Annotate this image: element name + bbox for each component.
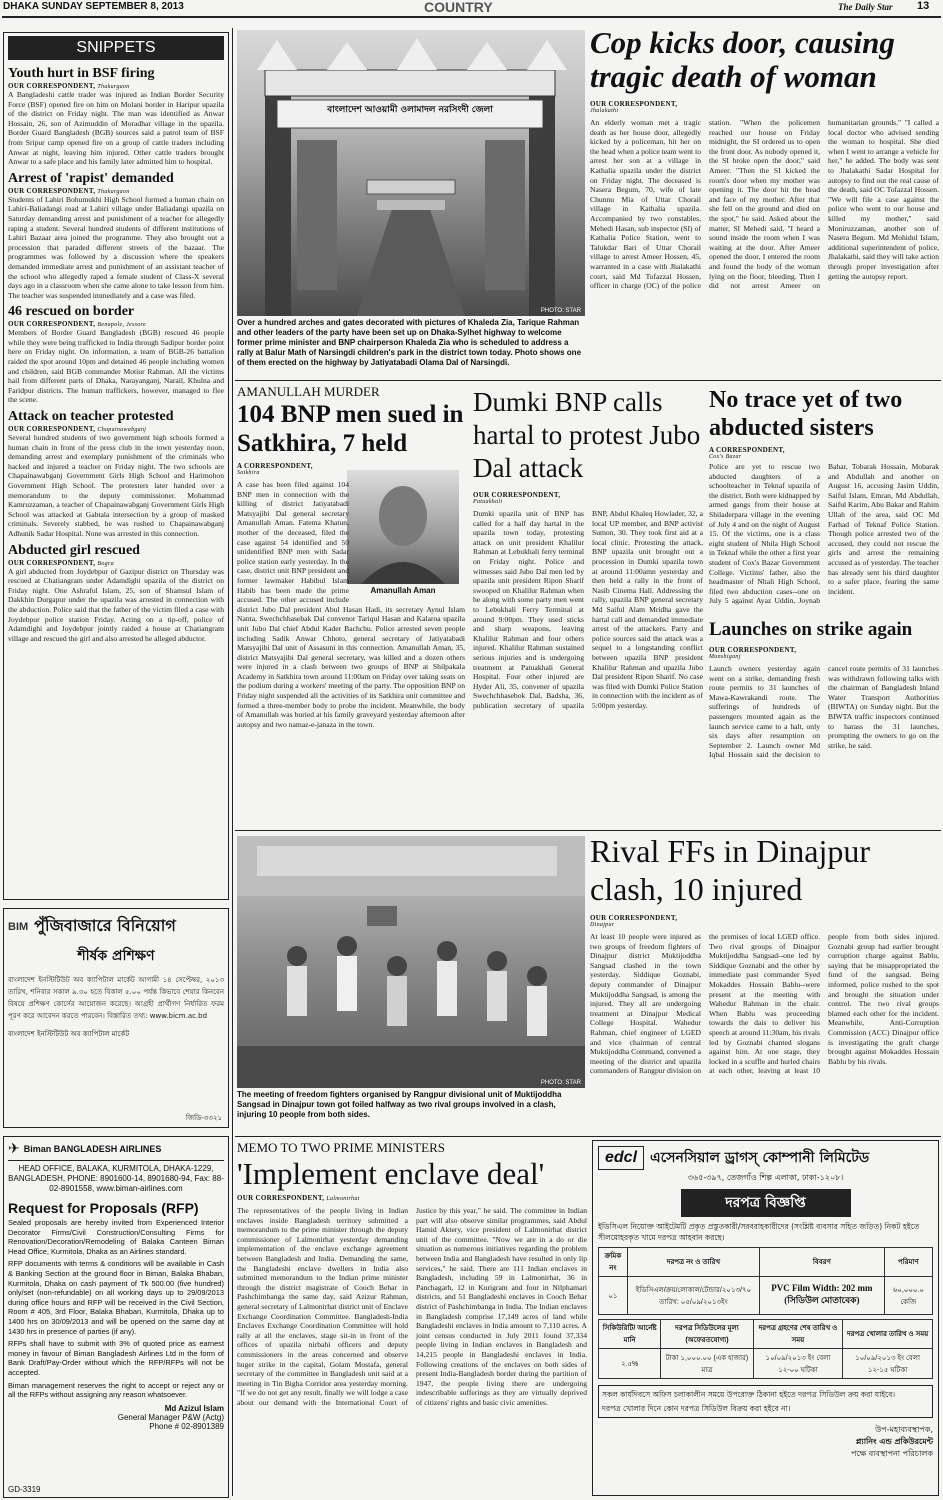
- table-cell: ০১: [599, 1277, 628, 1315]
- enclave-headline: 'Implement enclave deal': [237, 1156, 545, 1191]
- dumki-story: [473, 386, 703, 826]
- table-cell: ১০/০৯/২০১৩ ইং বেলা ১২-১৫ ঘটিকা: [843, 1349, 933, 1379]
- cop-story: [590, 26, 939, 376]
- table-header: সিকিউরিটি/ আর্নেষ্ট মানি: [599, 1320, 661, 1349]
- edcl-signer: প্ল্যানিং এন্ড প্রকিউরমেন্ট: [855, 1437, 933, 1446]
- biman-signer: Md Azizul Islam: [164, 1403, 224, 1413]
- enclave-body: The representatives of the people living in Indian enclaves inside Bangladesh territory submitted a memorandum to the prime minister through the deputy commissioner of Lalmonirhat yesterday demanding implementation of the enclave exchange agreement between Bangladesh and India. Demanding the same, the Bangladeshi enclave dwellers in India also submitted memorandum to the Indian prime minister through the district magistrate of Cooch Behar in Pashchimbanga the same day, said Azizur Rahman, general secretary of Lalmonirhat district unit of Enclave Exchange Coordination Committee. Bangladesh-India Enclaves Exchange Coordination Committee will hold rally at all the enclaves, stage sit-in in front of the offices of upazila nirbahi officers and deputy commissioners in the areas concerned and observe huger strike in the capital, Golam Mostafa, general secretary of the committee in Bangladesh unit said at a meeting in Tin Bigha Corridor area yesterday morning. "If we do not get any result, finally we will lodge a case about our demand with the International Court of Justice by this year," he said. The committee in Indian part will also observe similar programmes, said Abdul Hamid Aktery, vice president of Lalmonirhat district unit of the committee. "Now we are in a do or die situation as numerous initiatives regarding the problem between India and Bangladesh have resulted in only lip services," he said. There are 111 Indian enclaves in Bangladesh, including 59 in Lalmonirhat, 36 in Panchagarh, 12 in Kurigram and four in Nilphamari districts, and 51 Bangladeshi enclaves in Cooch Behar district of Pashchimbanga in India. The Indian enclaves in Bangladesh comprise 17,149 acres of land while Bangladeshi enclaves in India amount to 7,110 acres. A joint census conducted in July 2011 found 37,334 people living in Indian enclaves in Bangladesh and 14,215 people in Bangladeshi enclaves in India. Following creations of the enclaves on both sides of present India-Bangladesh border during the partition of 1947, the people living there are undergoing indescribable sufferings as they are virtually deprived of citizens' rights and basic civic amenities.: [237, 1206, 587, 1407]
- masthead: The Daily Star: [838, 2, 893, 12]
- snippet-byline: OUR CORRESPONDENT, Benapole, Jessore: [8, 320, 146, 329]
- table-header: দরপত্র সিডিউলের মূল্য (অফেরতযোগ্য): [661, 1320, 753, 1349]
- table-cell: PVC Film Width: 202 mm (সিডিউল মোতাবেক): [760, 1277, 885, 1315]
- cop-byline: OUR CORRESPONDENT, Jhalakathi: [590, 100, 678, 114]
- bim-ad: [3, 908, 229, 1128]
- snippet-headline: 46 rescued on border: [8, 304, 135, 320]
- biman-rule: [8, 1160, 224, 1161]
- snippet-byline: OUR CORRESPONDENT, Bogra: [8, 558, 114, 567]
- header-rule: [2, 16, 941, 18]
- enclave-story: [237, 1140, 587, 1498]
- table-header: দরপত্র খোলার তারিখ ও সময়: [843, 1320, 933, 1349]
- snippet-body: Several hundred students of two government high schools formed a human chain in front of the press club in the town yesterday noon, demanding arrest and exemplary punishment of the criminals who hacked and injured a teacher on Friday night. The two schools are Chapainawabganj Government Girls High School and Harimohon Government High School. The protesters later handed over a memorandum to the deputy commissioner. Mohammad Kamruzzaman, a teacher of Chapainawabganj Government Girls High School was attacked at Gabtala intersection by a group of masked criminals. Severely stabbed, he was rushed to Chapainawabganj Adhunik Sadar Hospital. None was arrested in this connection.: [8, 433, 224, 538]
- table-header: ক্রমিক নং: [599, 1248, 628, 1277]
- snippet-headline: Arrest of 'rapist' demanded: [8, 170, 174, 186]
- dumki-headline: Dumki BNP calls hartal to protest Jubo Dal attack: [473, 387, 701, 483]
- table-header: পরিমাণ: [884, 1248, 932, 1277]
- table-header: দরপত্র নং ও তারিখ: [627, 1248, 759, 1277]
- enclave-byline: OUR CORRESPONDENT, Lalmonirhat: [237, 1194, 360, 1202]
- snippet-byline: OUR CORRESPONDENT, Thakurgaon: [8, 186, 130, 195]
- table-header: দরপত্র গ্রহণের শেষ তারিখ ও সময়: [753, 1320, 843, 1349]
- plane-icon: ✈: [8, 1141, 20, 1157]
- sisters-headline: No trace yet of two abducted sisters: [709, 387, 903, 441]
- section-rule: [235, 830, 941, 831]
- snippet-body: Members of Border Guard Bangladesh (BGB) rescued 46 people while they were being trafficked to India through Sadipur border point here on Friday night. On information, a team of BGB-26 battalion raided the spot around 10pm and detained 46 people including women and children, said BGB commander Motiur Rahman. All the victims hail from different parts of Dhaka, Narayanganj, Narail, Khulna and Faridpur districts. The human traffickers, however, managed to flee the scene.: [8, 328, 224, 405]
- edcl-note: সকল কার্যদিবসে অফিস চলাকালীন সময়ে উপরোক্ত ঠিকানা হইতে দরপত্র সিডিউল ক্রয় করা যাইবে।: [602, 1390, 896, 1399]
- snippets-box: [3, 32, 229, 900]
- sisters-body: Police are yet to rescue two abducted daughters of a schoolteacher in Teknaf upazila of the district. Both were kidnapped by armed gangs from their house at Shiladerpara village in the evening of July 4 and on the night of August 15. Of the victims, one is a class eight student of Nhila High School in Teknaf while the other a first year student of Cox's Bazar Government College. Victims' father, also the headmaster of Nhali High School, filed two abduction cases--one on July 5 against Ayaz Uddin, Joynab Bahar, Tobarak Hossain, Mobarak and Abdullah and another on August 16, accusing Jasim Uddin, Saiful Islam, Emran, Md Abdullah, Saiful Karim, Abu Bakar and Rahim Ullah of the area, said OC Md Farhad of Teknaf Police Station. Though police arrested two of the accused, they could not rescue the girls and arrest the remaining accused as of yesterday. The teacher has already sent his third daughter to a safer place, fearing the same incident.: [709, 462, 939, 606]
- launches-story: [709, 620, 939, 828]
- launches-byline: OUR CORRESPONDENT, Munshiganj: [709, 645, 797, 660]
- cop-body: An elderly woman met a tragic death as her house door, allegedly kicked by a policeman, hit her on the head when a police team went to arrest her son at a village in Kathalia upazila under the district on Friday night. The deceased is Nasera Begum, 70, wife of late Chunnu Mia of Uttar Chorail village in Kathalia upazila. Accompanied by two constables, Mehedi Hasan, sub inspector (SI) of Kathalia Police Station, went to Talukdar Bari of Uttar Chorail village to arrest Ameer Hossen, 45, warranted in a case with Jhalakathi court, said Md Tofazzal Hossen, officer in charge (OC) of the police station. "When the policemen reached our house on Friday midnight, the SI ordered us to open the front door. As nobody opened it, the SI broke open the door," said Ameer. "Then the SI kicked the room's door when my mother was opening it. The door hit the head and face of my mother. After that she fell on the ground and died on the spot," he said. Asked about the matter, SI Mehedi said, "I heard a sound inside the room when I was waiting at the door. After Ameer opened the door, I entered the room and found the body of the woman lying on the floor, bleeding. Then I did not arrest Ameer on humanitarian grounds." "I called a local doctor who advised sending the woman to hospital. She died when I went to arrange a vehicle for her," he added. The body was sent to Jhalakathi Sadar Hospital for autopsy to find out the real cause of the death, said OC Tofazzal Hossen. "We will file a case against the police who went to our house and killed my mother," said Moniruzzaman, another son of Nasera Begum. Md Mohidul Islam, additional superintendent of police, Jhalakathi, said they will take action through proper investigation after getting the autopsy report.: [590, 118, 939, 291]
- gate-banner-text: বাংলাদেশ আওয়ামী ওলামাদল নরসিংদী জেলা: [327, 105, 493, 115]
- portrait-caption: Amanullah Aman: [370, 586, 436, 595]
- rival-byline: OUR CORRESPONDENT, Dinajpur: [590, 914, 678, 928]
- biman-signer-title: General Manager P&W (Actg): [117, 1412, 224, 1422]
- bim-code: জিডি-৩৩২১: [185, 1114, 222, 1122]
- edcl-intro: ইডিসিএল নিয়োক্ত আইটেমটি প্রকৃত প্রস্তুতকারী/সরবরাহকারীদের (সংশ্লিষ্ট ব্যবসার সহিত জড়িত) নিকট হইতে সীলমোহরকৃত খামে দরপত্র আহবান করছে।: [598, 1222, 920, 1242]
- edcl-company: এসেনসিয়াল ড্রাগস্ কোম্পানী লিমিটেড: [650, 1150, 870, 1166]
- snippet-byline: OUR CORRESPONDENT, Thakurgaon: [8, 82, 130, 90]
- clash-illustration: [237, 836, 585, 1088]
- launches-body: Launch owners yesterday again went on a strike, demanding fresh route permits to 31 launches of Mawa-Kawrakandi route. The sufferings of hundreds of passengers mounted again as the launch service came to a halt, only six days after resumption on September 2. Launch owner Md Iqbal Hossain said the decision to cancel route permits of 31 launches was withdrawn following talks with the chairman of Bangladesh Inland Water Transport Authorities (BIWTA) on Sunday night. But the BIWTA traffic inspectors continued to harass the 31 launches, prompting the owners to go on the strike, he said.: [709, 663, 939, 760]
- rival-story: [590, 832, 939, 1132]
- clash-photo: [237, 836, 585, 1088]
- snippet-byline: OUR CORRESPONDENT, Chapainawabganj: [8, 425, 147, 434]
- biman-address: HEAD OFFICE, BALAKA, KURMITOLA, DHAKA-1229, BANGLADESH, PHONE: 8901600-14, 8901680-94, Fax: 88-02-8901558, www.biman-airlines.com: [8, 1164, 224, 1193]
- bnp-headline: 104 BNP men sued in Satkhira, 7 held: [237, 401, 464, 457]
- rival-body: At least 10 people were injured as two groups of freedom fighters of Dinajpur district Muktijoddha Sangsad clashed in the town yesterday. Siddique Goznabi, deputy commander of Dinajpur Muktijoddha Sangsad, is among the injured. They all are undergoing treatment at Dinajpur Medical College Hospital. Wahedur Rahman, chief engineer of LGED and vice chairman of central Muktijoddha Command, convened a meeting of the district and upazila commanders of Rangpur division on the premises of local LGED office. Two rival groups of Dinajpur Muktijoddha Sangsad--one led by Siddique Goznabi and the other by immediate past commander Syed Mokaddes Hossain Bablu--were present at the meeting with Wahedur Rahman in the chair. When Bablu was proceeding towards the dais to deliver his speech at around 11:30am, his rivals led by Goznabi chanted slogans against him. At one stage, they locked in a scuffle and hurled chairs at each other, leaving at least 10 people from both sides injured. Goznabi group had earlier brought corruption charge against Bablu, saying that he misappropriated the fund of the sangsad. Being informed, police rushed to the spot and brought the situation under control. The two rival groups blamed each other for the incident. Meanwhile, Anti-Corruption Commission (ACC) Dinajpur office is investigating the graft charge brought against Mokaddes Hossain Bablu by his rivals.: [590, 932, 939, 1076]
- table-cell: ৬০,০০০.০ কেজি: [884, 1277, 932, 1315]
- biman-ad: [3, 1136, 229, 1498]
- page-header: [0, 0, 943, 16]
- edcl-logo: edcl: [598, 1146, 644, 1170]
- edcl-signer: উপ-মহাব্যবস্থাপক,: [875, 1425, 933, 1434]
- essential-drugs-ad: [592, 1140, 939, 1496]
- biman-body: Sealed proposals are hereby invited from Experienced Interior Decorator Firms/Civil Construction/Consulting Firms for Renovation/Decoration/Remodeling of Balaka Canteen Biman Head Office, Kurmitola, Dhaka as an Airlines standard. RFP documents with terms & conditions will be available in Cash & Banking Section at the ground floor in Biman, Balaka Bhaban, Kurmitola, Dhaka on cash payment of Tk 500.00 (five hundred) only/set (non-refundable) on all working days up to 29/09/2013 during office hours and RFP will be received in the Civil Section, Room # 405, 3rd Floor, Balaka Bhaban, Kurmitola, Dhaka up to 1400 hrs on 30/09/2013 and will be opened on the same day at 1430 hrs in presence of parties (if any). RFPs shall have to submit with 3% of quoted price as earnest money in favour of Biman Bangladesh Airlines Ltd in the form of Bank Draft/Pay-Order without which the RFP/RFPs will not be accepted. Biman management reserves the right to accept or reject any or all the RFPs without assigning any reason whatsoever.: [8, 1218, 224, 1400]
- dumki-body: Dumki upazila unit of BNP has called for a half day hartal in the upazila town today, protesting attack on unit president Khalilur Rahman at Lebukhali ferry terminal on Friday night. Police and witnesses said Jubo Dal men led by upazila unit president Ripon Sharif swooped on Khalilur Rahman when he along with some party men went to Lebukhali Ferry Terminal at around 9:00pm. They used sticks and sharp weapons, leaving Khalilur Rahman and four others injured. Khalilur Rahman sustained serious injuries and is undergoing treatment at Patuakhali General Hospital. Four other injured are Hyder Ali, 35, convener of upazila Swechchhasebok Dal, Badsha, 36, publication secretary of upazila BNP, Abdul Khaleq Howlader, 32, a local UP member, and BNP activist Sumon, 30. They took first aid at a local clinic. Protesting the attack, BNP upazila unit brought out a procession in Dumki upazila town at around 11:00amn yesterday and then held a rally in the front of Nasib Cinema Hall. Addressing the rally, upazila BNP general secretary Md Saiful Alam Mridha gave the hartal call and demanded immediate arrest of the attackers. Party and police sources said the attack was a sequel to a longstanding conflict between upazila BNP president Khalilur Rahman and upazila Jubo Dal president Ripon Sharif. No case was filed with Dumki Police Station in connection with the incident as of 5:00pm yesterday.: [473, 509, 703, 710]
- snippet-headline: Abducted girl rescued: [8, 542, 140, 558]
- bnp-body: A case has been filed against 104 BNP men in connection with the killing of district Jatiyatabadi Matsyajibi Dal general secretary Amanullah Aman. Fatema Khatun, mother of the deceased, filed the case against 54 identified and 50 unidentified BNP men with Sadar police station early yesterday. In the case, district unit BNP president and former lawmaker Habibul Islam Habib has been made the prime accused. The other accused include district Jubo Dal president Abul Hasan Hadi, its secretary Aynul Islam Nanta, Swechchhasebak Dal convenor Tariqul Hasan and Kalaroa upazila unit Jubo Dal chief Abdul Kader Bachchu. Police arrested seven people including Sadik Anwar Chhoto, general secretary of Jatiyatabadi Matsyajibi Dal unit of Assasuni in this connection. Amanullah Aman, 35, district Matsyajibi Dal general secretary, was killed and a dozen others were injured in a clash between two groups of BNP at Shilpakala Academy in Satkhira town around 11:00am on Friday over taking seats on the podium during a workers' meeting of the party. The opposition BNP on Friday night suspended all the activities of its Satkhira unit committee and formed a three-member body to probe the incident. Meanwhile, the body of Amanullah was buried at his family graveyard yesterday afternoon after autopsy and two namaz-e-janaza in the town.: [237, 480, 465, 729]
- snippet-body: A girl abducted from Joydebpur of Gazipur district on Thursday was rescued at Chatiangram under Adamdighi upazila of the district on Friday night. One Ashraful Islam, 25, son of Shamsul Islam of Dakkhin Durgapur under the upazila was arrested in connection with the abduction. Police said that the father of the victim filed a case with Joydebpur police station Friday. Acting on a tip-off, police of Adamdighi and Joydebpur jointly raided a house at Chatiangram village and rescued the girl and also arrested he alleged abductor.: [8, 566, 224, 643]
- snippet-headline: Youth hurt in BSF firing: [8, 66, 155, 81]
- section-rule: [235, 1136, 941, 1137]
- edcl-terms-table: [598, 1319, 933, 1379]
- bim-logo: BIM: [8, 920, 29, 933]
- column-rule: [232, 28, 233, 1496]
- biman-phone: Phone # 02-8901389: [149, 1421, 224, 1431]
- dumki-byline: OUR CORRESPONDENT, Patuakhali: [473, 491, 561, 505]
- section-rule: [235, 380, 941, 381]
- bim-footer: বাংলাদেশ ইনস্টিটিউট অব ক্যাপিটাল মার্কেট: [8, 1030, 130, 1038]
- bim-title: পুঁজিবাজারে বিনিয়োগ: [34, 916, 176, 935]
- biman-brand: Biman BANGLADESH AIRLINES: [23, 1144, 162, 1154]
- enclave-kicker: MEMO TO TWO PRIME MINISTERS: [237, 1140, 446, 1155]
- page-number: 13: [917, 0, 930, 12]
- edcl-tender-table: [598, 1247, 933, 1315]
- bnp-sued-story: [237, 384, 465, 824]
- edcl-signer: পক্ষে ব্যবস্থাপনা পরিচালক: [851, 1449, 933, 1458]
- edcl-note: দরপত্র খোলার দিনে কোন দরপত্র সিডিউল বিক্রয় করা হইবে না।: [602, 1404, 791, 1413]
- edcl-address: ৩৬৫-৩৯৭, তেজগাঁও শিল্প এলাকা, ঢাকা-১২০৮।: [687, 1173, 844, 1182]
- table-cell: টাকা ১,০০০.০০ (এক হাজার) মাত্র: [661, 1349, 753, 1379]
- gate-photo: [237, 30, 585, 316]
- edcl-notice-title: দরপত্র বিজ্ঞপ্তি: [681, 1189, 851, 1217]
- bnp-kicker: AMANULLAH MURDER: [237, 384, 380, 399]
- sisters-byline: A CORRESPONDENT, Cox's Bazar: [709, 446, 785, 460]
- section-title: COUNTRY: [424, 0, 493, 15]
- sisters-story: [709, 386, 939, 618]
- biman-title: Request for Proposals (RFP): [8, 1200, 199, 1216]
- bim-body: বাংলাদেশ ইনস্টিটিউট অব ক্যাপিটাল মার্কেট আগামী ১৪ সেপ্টেম্বর, ২০১৩ তারিখ, শনিবার সকাল ৯.৩০ হতে বিকাল ৫.০০ পর্যন্ত কিভাবে শেয়ার কিনবেন বিষয়ে প্রশিক্ষণ কোর্সের আয়োজন করেছে। আগ্রহী প্রার্থীগণ নির্ধারিত ফরম পূরণ করে আবেদন করতে পারবেন। বিস্তারিত তথ্য: www.bicm.ac.bd: [8, 976, 224, 1020]
- biman-code: GD-3319: [8, 1485, 41, 1494]
- gate-photo-caption: Over a hundred arches and gates decorated with pictures of Khaleda Zia, Tarique Rahman and other leaders of the party have been set up on Dhaka-Sylhet highway to welcome former prime minister and BNP chairperson Khaleda Zia who is scheduled to address a rally at Balur Math of Narsingdi children's park in the district town today. Photo shows one of them erected on the highway by Jatiyatabadi Olama Dal of Narsingdi.: [237, 318, 582, 367]
- bnp-byline: A CORRESPONDENT, Satkhira: [237, 462, 313, 476]
- bim-subtitle: শীর্ষক প্রশিক্ষণ: [77, 948, 155, 964]
- snippet-headline: Attack on teacher protested: [8, 409, 174, 425]
- dateline: DHAKA SUNDAY SEPTEMBER 8, 2013: [3, 1, 184, 12]
- table-cell: ২.৫%: [599, 1349, 661, 1379]
- table-header: বিবরণ: [760, 1248, 885, 1277]
- cop-headline: Cop kicks door, causing tragic death of woman: [590, 26, 895, 94]
- table-cell: ইডিসিএল/ক্রয়/লোকাল/টেন্ডার/২০১৩/৭০ তারিখ: ০৫/০৯/২০১৩ইং: [627, 1277, 759, 1315]
- launches-headline: Launches on strike again: [709, 620, 913, 640]
- gate-illustration: [237, 30, 585, 316]
- snippet-body: Students of Lahiri Bohumukhi High School formed a human chain on Lahiri-Baliadangi road at Lahiri village under Baliadangi upazila on Saturday demanding arrest and punishment of a teacher for allegedly raping a student. Several hundred students of different institutions of Lahiri Bazaar area joined the programme. They also brought out a procession that paraded different streets of the bazaar. The programmes was followed by a discussion where the speakers demanded immediate arrest and punishment of an assistant teacher of the school who allegedly raped a female student of Class-X several days ago in a classroom when she came alone to take lesson from him. The teacher was suspended immediately and a case was filed.: [8, 194, 224, 300]
- snippets-title: SNIPPETS: [8, 36, 224, 60]
- table-cell: ১০/০৯/২০১৩ ইং বেলা ১২-০০ ঘটিকা: [753, 1349, 843, 1379]
- snippet-body: A Bangladeshi cattle trader was injured as Indian Border Security Force (BSF) opened fire on him on Molani border in Haripur upazila of the district on Friday night. The man was identified as Anwar Hossain, 26, son of Azimuddin of Moradhar village in the upazila. Border Guard Bangladesh (BGB) sources said a patrol team of BSF from Sripur camp opened fire on a group of cattle traders including Anwar at night, leaving him injured. Other cattle traders brought Anwar to a safe place and his family later admitted him to hospital.: [8, 90, 224, 167]
- clash-photo-caption: The meeting of freedom fighters organised by Rangpur divisional unit of Muktijoddha Sangsad in Dinajpur town got foiled halfway as two rival groups involved in a clash, injuring 10 people from both sides.: [237, 1090, 562, 1119]
- photo-credit: PHOTO: STAR: [540, 1080, 581, 1086]
- rival-headline: Rival FFs in Dinajpur clash, 10 injured: [590, 833, 871, 907]
- photo-credit: PHOTO: STAR: [540, 308, 581, 314]
